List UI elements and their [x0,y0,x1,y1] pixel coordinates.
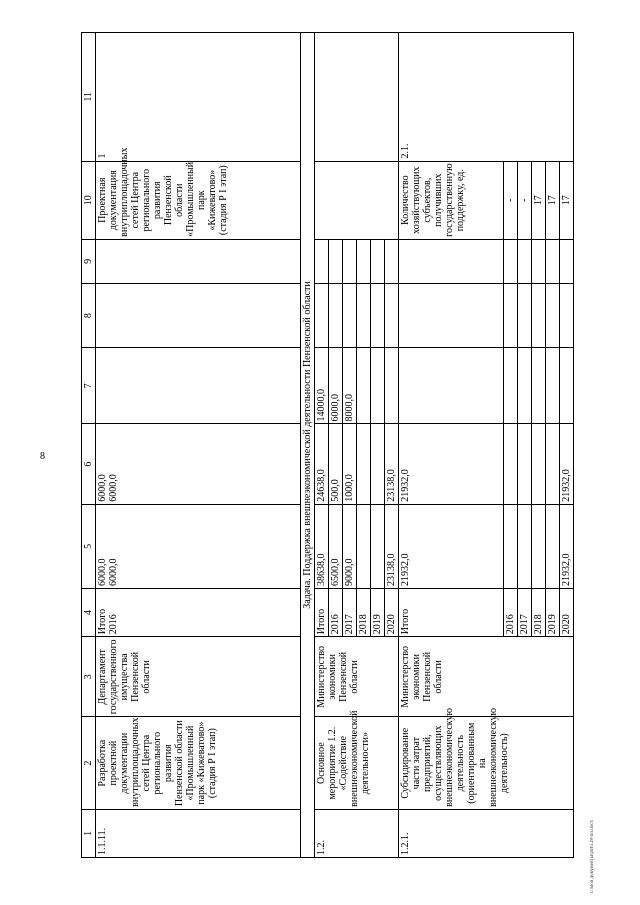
indicator-value: - [504,161,518,239]
amount-regional: 21932,0 [560,424,574,504]
amount-regional: 23138,0 [385,424,399,504]
period: 2017 [518,589,532,637]
col8-cell [399,283,504,347]
col8-cell [96,283,301,347]
amount-total: 21932,0 [560,504,574,588]
amount-other [96,348,301,424]
col8-cell [343,283,357,347]
amount-total [532,504,546,588]
table-row [315,33,329,858]
col8-cell [315,283,329,347]
table-row [96,33,301,858]
col9-cell [560,239,574,283]
indicator-ref: 2.1. [399,33,574,162]
amount-total: 6000,0 6000,0 [96,504,301,588]
row-number: 1.1.11. [96,809,301,857]
col8-cell [357,283,371,347]
col9-cell [546,239,560,283]
col8-cell [546,283,560,347]
amount-total: 23138,0 [385,504,399,588]
amount-regional: 6000,0 6000,0 [96,424,301,504]
amount-regional [546,424,560,504]
col-num-11: 11 [82,33,96,162]
row-number: 1.2. [315,809,399,857]
col-num-6: 6 [82,424,96,504]
amount-other [385,348,399,424]
period: 2018 [357,589,371,637]
amount-other [371,348,385,424]
period: 2019 [371,589,385,637]
amount-regional [518,424,532,504]
col9-cell [357,239,371,283]
col-num-5: 5 [82,504,96,588]
amount-total [546,504,560,588]
amount-other: 6000,0 [329,348,343,424]
amount-other [504,348,518,424]
col-num-2: 2 [82,717,96,809]
measure-name: Основное мероприятие 1.2. «Содействие внешнеэкономической деятельности» [315,717,399,809]
amount-regional [504,424,518,504]
col8-cell [532,283,546,347]
col9-cell [385,239,399,283]
program-table [81,32,574,858]
indicator-value: 17 [532,161,546,239]
amount-total [504,504,518,588]
col9-cell [504,239,518,283]
col8-cell [329,283,343,347]
indicator [315,161,399,239]
period: 2017 [343,589,357,637]
col-num-9: 9 [82,239,96,283]
indicator-value: - [518,161,532,239]
task-title: Задача. Поддержка внешнеэкономической деятельности Пензенской области [301,33,315,858]
period: 2019 [546,589,560,637]
amount-other [560,348,574,424]
indicator-ref [315,33,399,162]
period: 2020 [385,589,399,637]
col9-cell [518,239,532,283]
footer-path: c:\мои документы\pdf\128-пп.docx [590,820,595,893]
col-num-10: 10 [82,161,96,239]
col8-cell [371,283,385,347]
col-num-4: 4 [82,589,96,637]
amount-regional [532,424,546,504]
executor: Министерство экономики Пензенской области [399,637,574,717]
amount-other [518,348,532,424]
col-num-3: 3 [82,637,96,717]
amount-total [371,504,385,588]
amount-regional [371,424,385,504]
col9-cell [329,239,343,283]
amount-other [546,348,560,424]
period: 2020 [560,589,574,637]
period: 2016 [329,589,343,637]
amount-total: 9000,0 [343,504,357,588]
amount-other [532,348,546,424]
amount-other: 14000,0 [315,348,329,424]
program-table-sheet [81,32,621,858]
col8-cell [504,283,518,347]
col9-cell [343,239,357,283]
amount-regional: 1000,0 [343,424,357,504]
amount-total: 6500,0 [329,504,343,588]
indicator: Количество хозяйствующих субъектов, получивших государственную поддержку, ед. [399,161,504,239]
amount-regional [357,424,371,504]
executor: Департамент государственного имущества Пензенской области [96,637,301,717]
period: Итого [399,589,504,637]
indicator-value: 17 [546,161,560,239]
period: 2018 [532,589,546,637]
amount-total [357,504,371,588]
table-row [399,33,504,858]
measure-name: Субсидирование части затрат предприятий, осуществляющих внешнеэкономическую деятельность (ориентированным на внешнеэкономическую деятельность) [399,717,574,809]
indicator-value: 17 [560,161,574,239]
period: Итого 2016 [96,589,301,637]
amount-other: 8000,0 [343,348,357,424]
indicator-ref: 1 [96,33,301,162]
amount-regional: 500,0 [329,424,343,504]
col9-cell [532,239,546,283]
col9-cell [371,239,385,283]
amount-other [399,348,504,424]
amount-total: 38638,0 [315,504,329,588]
amount-regional: 21932,0 [399,424,504,504]
indicator: Проектная документация внутриплощадочных сетей Центра регионального развития Пензенской области «Промышленный парк «Кижеватово» (стадия Р I этап) [96,161,301,239]
period: Итого [315,589,329,637]
col9-cell [399,239,504,283]
col8-cell [385,283,399,347]
col9-cell [315,239,329,283]
col-num-1: 1 [82,809,96,857]
col-num-8: 8 [82,283,96,347]
measure-name: Разработка проектной документации внутриплощадочных сетей Центра регионального развития Пензенской области «Промышленный парк «Кижеватово» (стадия Р I этап) [96,717,301,809]
executor: Министерство экономики Пензенской области [315,637,399,717]
amount-total: 21932,0 [399,504,504,588]
row-number: 1.2.1. [399,809,574,857]
period: 2016 [504,589,518,637]
page-number: 8 [40,451,45,462]
column-number-row [82,33,96,858]
amount-total [518,504,532,588]
col8-cell [518,283,532,347]
amount-regional: 24638,0 [315,424,329,504]
col8-cell [560,283,574,347]
col9-cell [96,239,301,283]
amount-other [357,348,371,424]
task-row [301,33,315,858]
col-num-7: 7 [82,348,96,424]
